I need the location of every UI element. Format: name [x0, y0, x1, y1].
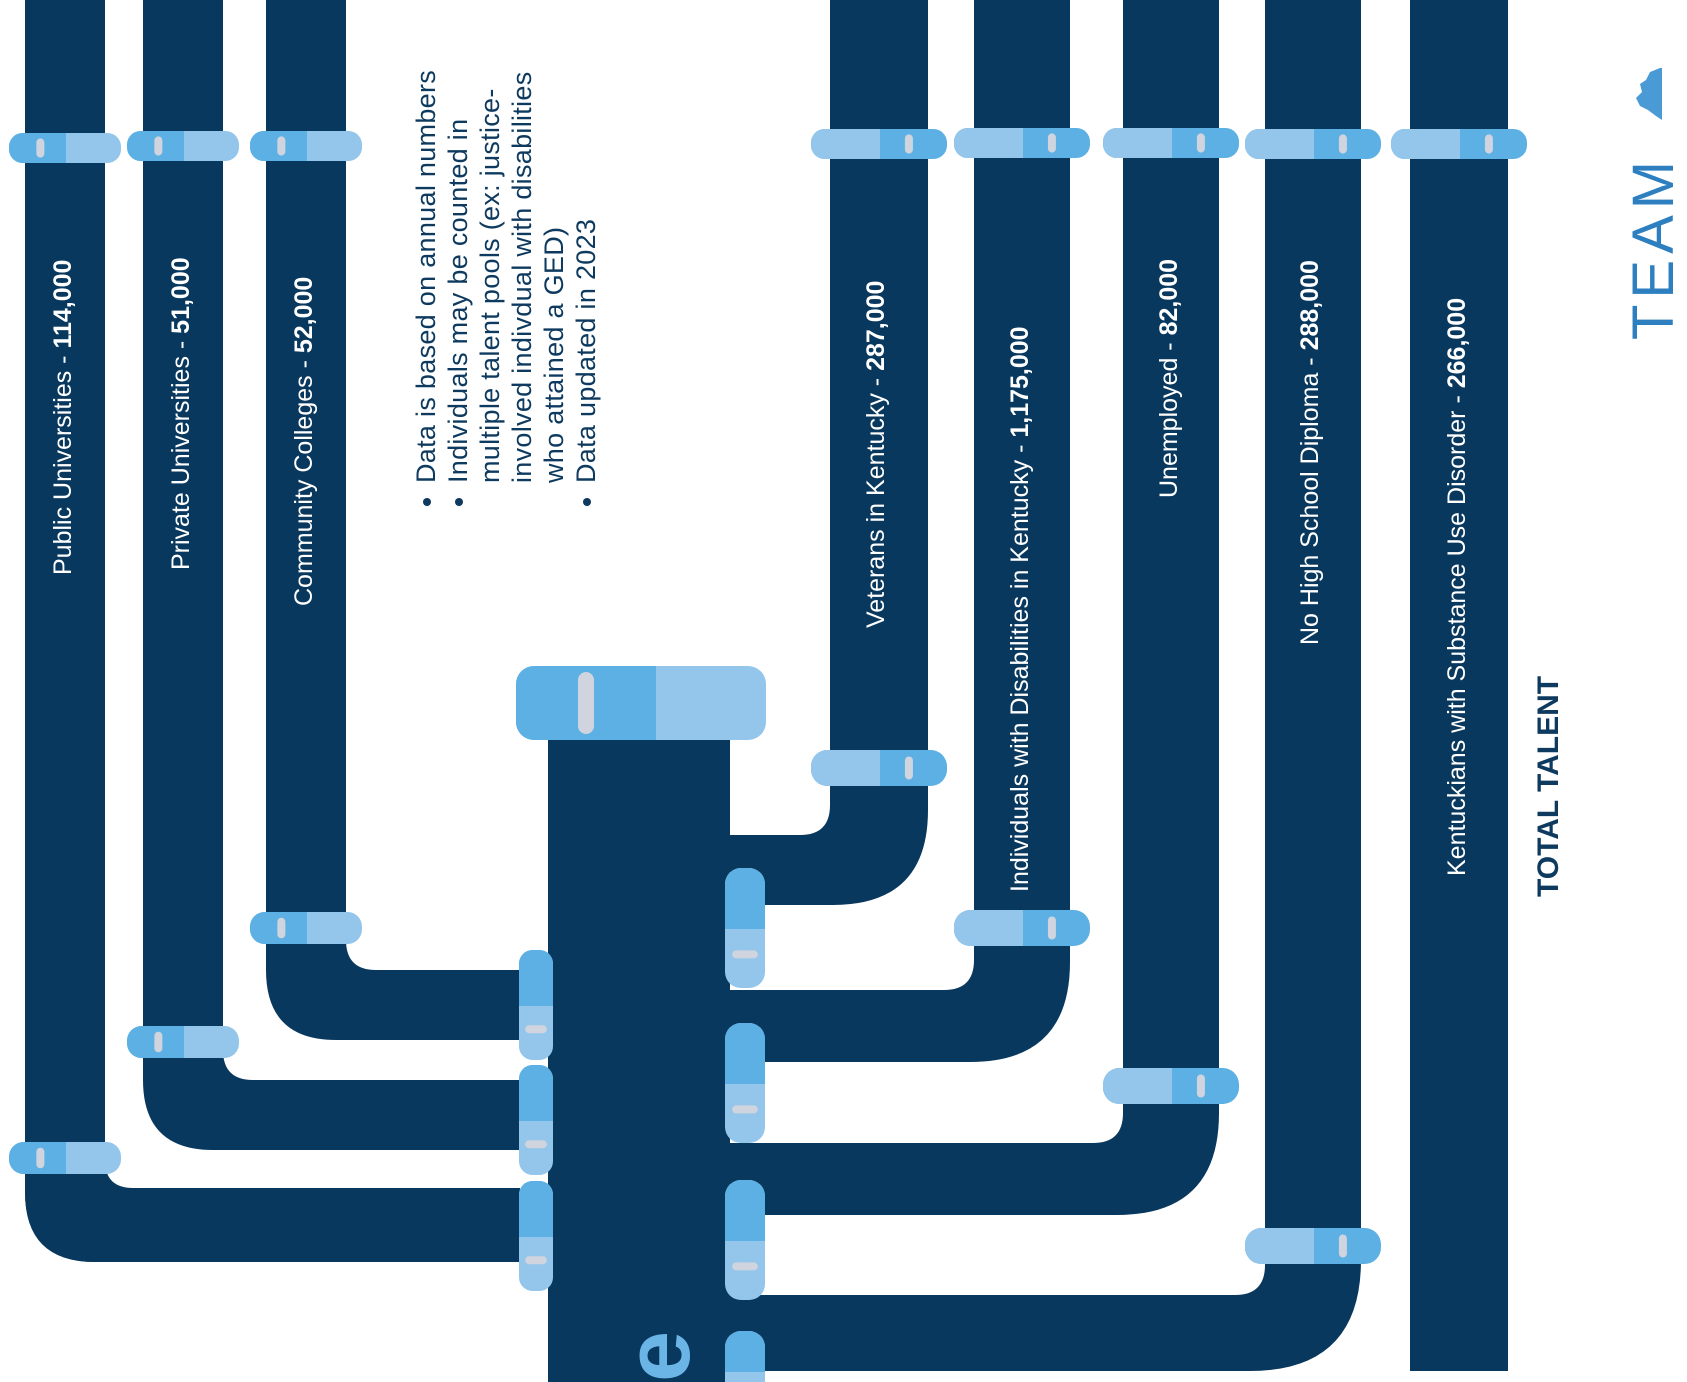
pipe-coupling	[1391, 129, 1527, 159]
pipe-coupling	[725, 1180, 765, 1300]
pipe-coupling	[725, 868, 765, 988]
source-label-public-universities: Public Universities - 114,000	[49, 259, 77, 575]
pipe-coupling	[127, 131, 239, 161]
pipe-coupling	[250, 912, 362, 944]
pipe-coupling	[954, 910, 1090, 946]
note-item: • Data is based on annual numbers	[410, 25, 442, 483]
source-label-substance-use: Kentuckians with Substance Use Disorder - 266,000	[1443, 297, 1471, 876]
pipe-coupling	[954, 128, 1090, 158]
pipe-coupling	[1245, 1228, 1381, 1264]
source-label-community-colleges: Community Colleges - 52,000	[290, 276, 318, 606]
total-talent-label: TOTAL TALENT	[1532, 675, 1565, 897]
note-item: • Data updated in 2023	[570, 25, 602, 483]
pipe-coupling	[250, 131, 362, 161]
pipe-coupling	[725, 1023, 765, 1143]
pipe-coupling	[1103, 1068, 1239, 1104]
pipe-coupling	[519, 950, 553, 1060]
note-item: • Individuals may be counted in multiple talent pools (ex: justice-involved indivdual with disabilities who attained a GED)	[442, 25, 570, 483]
source-label-private-universities: Private Universities - 51,000	[167, 257, 195, 570]
pipe-coupling	[811, 129, 947, 159]
pipe-coupling	[725, 1331, 765, 1382]
pipe-coupling	[1103, 128, 1239, 158]
main-pipe	[548, 690, 730, 1382]
source-label-unemployed: Unemployed - 82,000	[1155, 258, 1183, 498]
pipe-coupling	[811, 750, 947, 786]
pipe-coupling	[9, 1142, 121, 1174]
source-label-disabilities: Individuals with Disabilities in Kentucky - 1,175,000	[1006, 326, 1034, 892]
kentucky-state-shape-icon	[1636, 68, 1662, 120]
brand-text: TEAM	[1621, 154, 1686, 340]
pipe-coupling	[1245, 129, 1381, 159]
pipe-coupling	[519, 1181, 553, 1291]
pipe-bend	[25, 1100, 133, 1262]
pipe-coupling	[127, 1026, 239, 1058]
main-pipe-title: e	[607, 1330, 709, 1382]
main-pipe-coupling	[516, 666, 766, 740]
source-label-veterans: Veterans in Kentucky - 287,000	[862, 280, 890, 628]
source-label-no-diploma: No High School Diploma - 288,000	[1296, 260, 1324, 645]
pipe-coupling	[9, 133, 121, 163]
data-notes	[410, 25, 602, 505]
pipe-coupling	[519, 1065, 553, 1175]
